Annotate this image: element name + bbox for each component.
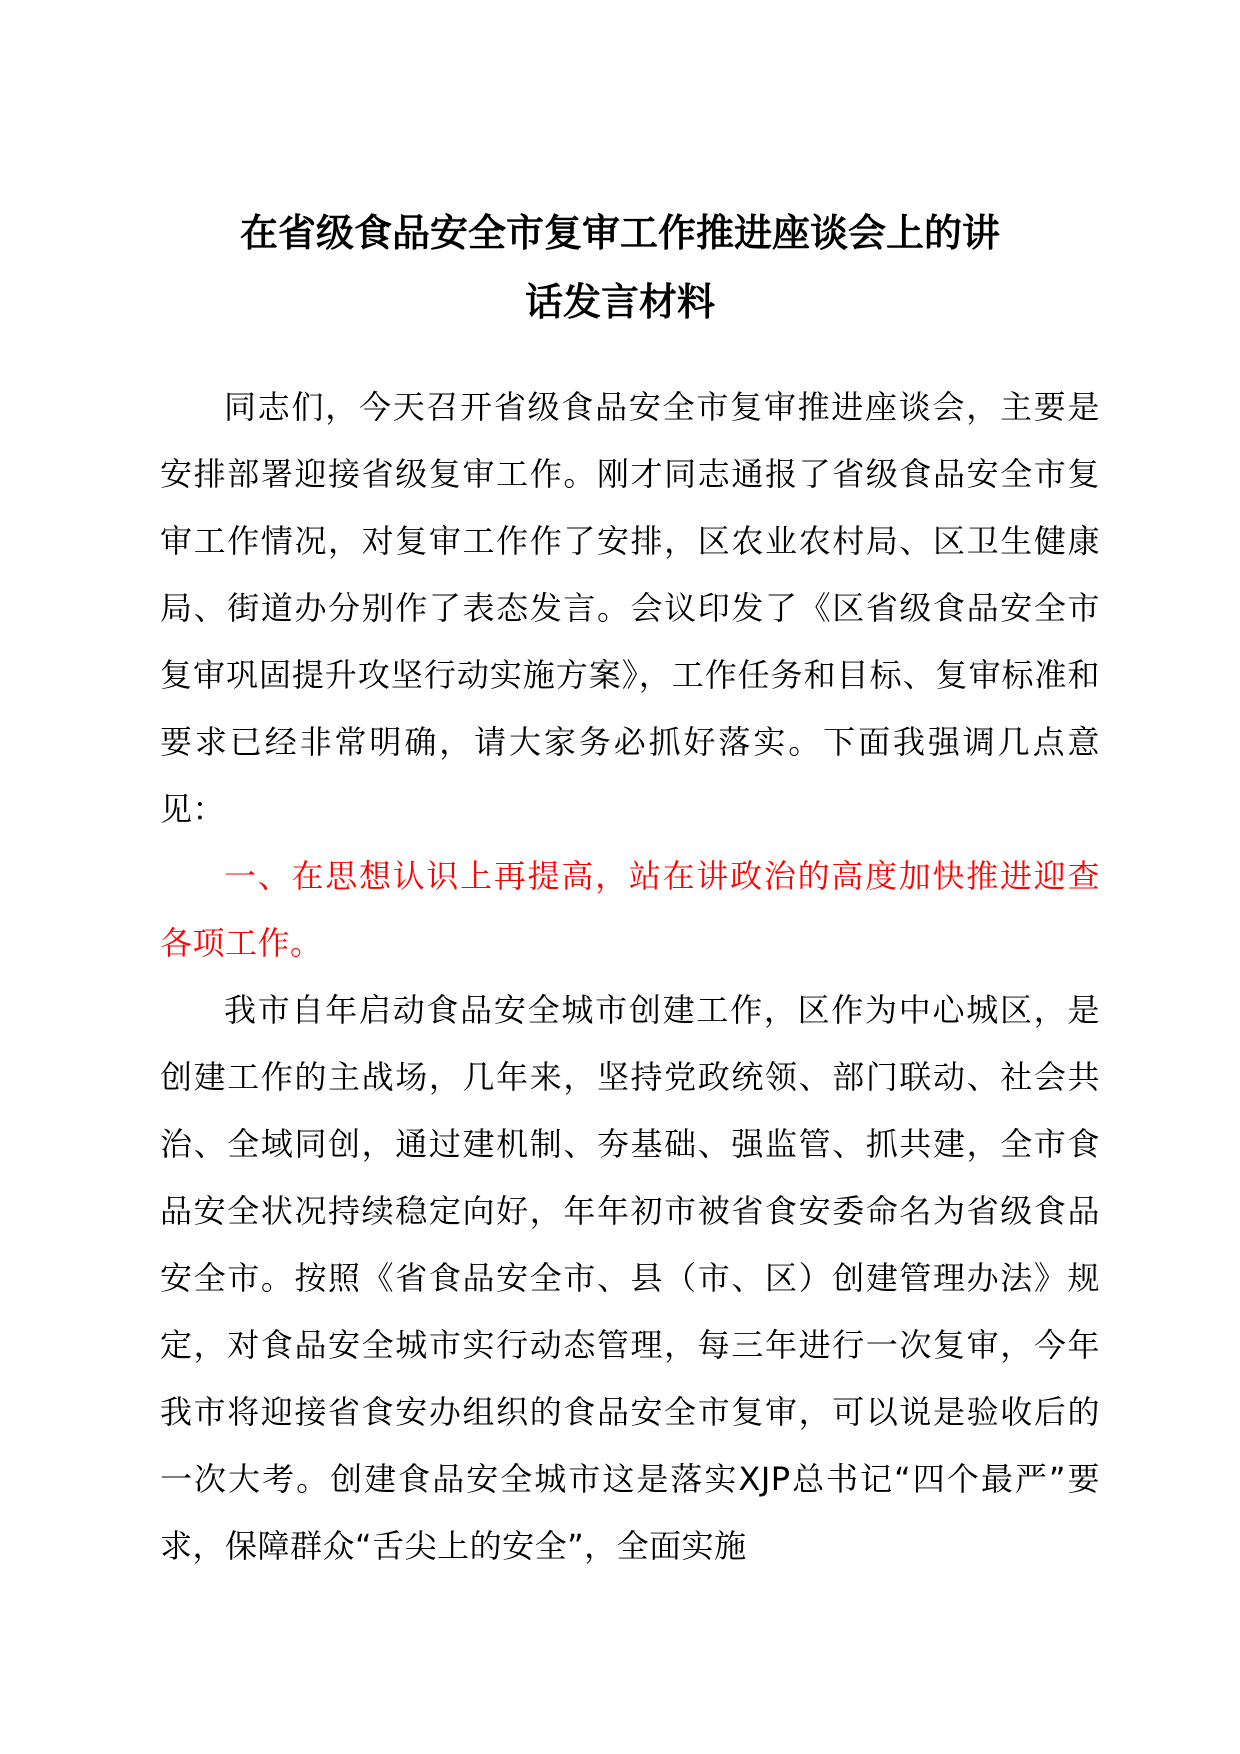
document-body	[160, 374, 1100, 1580]
document-title-line-2: 话发言材料	[524, 280, 715, 324]
section-1-paragraph: 我市自年启动食品安全城市创建工作，区作为中心城区，是创建工作的主战场，几年来，坚持党政统领、部门联动、社会共治、全域同创，通过建机制、夯基础、强监管、抓共建，全市食品安全状况持续稳定向好，年年初市被省食安委命名为省级食品安全市。按照《省食品安全市、县（市、区）创建管理办法》规定，对食品安全城市实行动态管理，每三年进行一次复审，今年我市将迎接省食安办组织的食品安全市复审，可以说是验收后的一次大考。创建食品安全城市这是落实XJP总书记“四个最严”要求，保障群众“舌尖上的安全”，全面实施	[160, 991, 1100, 1565]
intro-paragraph: 同志们，今天召开省级食品安全市复审推进座谈会，主要是安排部署迎接省级复审工作。刚才同志通报了省级食品安全市复审工作情况，对复审工作作了安排，区农业农村局、区卫生健康局、街道办分别作了表态发言。会议印发了《区省级食品安全市复审巩固提升攻坚行动实施方案》，工作任务和目标、复审标准和要求已经非常明确，请大家务必抓好落实。下面我强调几点意见：	[160, 388, 1100, 828]
document-title-line-1: 在省级食品安全市复审工作推进座谈会上的讲	[239, 211, 1000, 255]
section-heading-1: 一、在思想认识上再提高，站在讲政治的高度加快推进迎查各项工作。	[160, 857, 1100, 962]
